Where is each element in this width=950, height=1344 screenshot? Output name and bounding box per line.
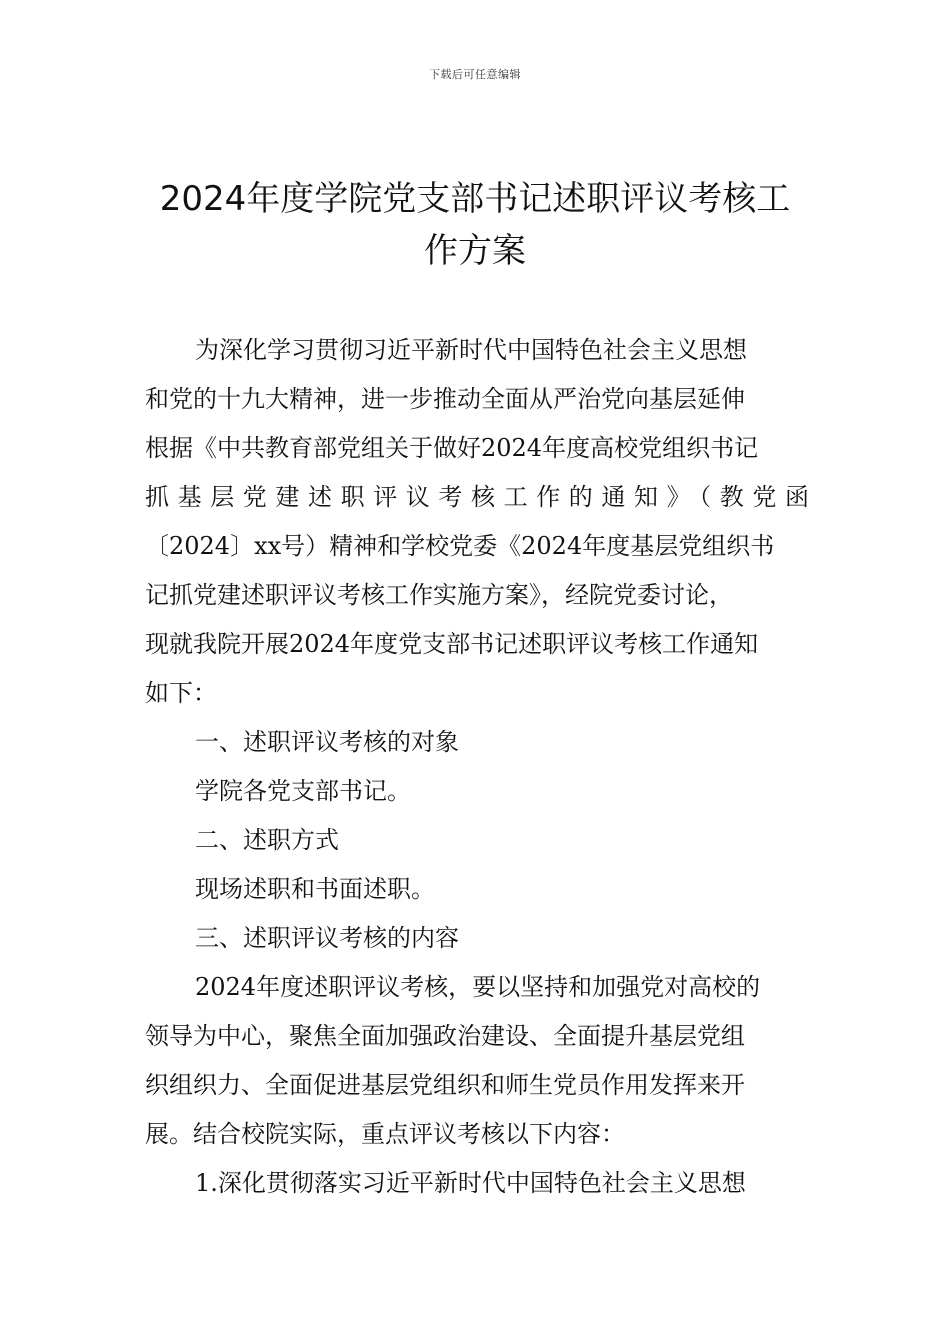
header-note: 下载后可任意编辑	[429, 68, 521, 81]
title-line-1: 2024年度学院党支部书记述职评议考核工	[159, 179, 791, 219]
paragraph-line: 为深化学习贯彻习近平新时代中国特色社会主义思想	[195, 336, 747, 364]
paragraph-line: 1.深化贯彻落实习近平新时代中国特色社会主义思想	[195, 1169, 746, 1197]
document-title	[135, 173, 815, 277]
paragraph-line: 学院各党支部书记。	[195, 777, 411, 805]
paragraph-line: 和党的十九大精神，进一步推动全面从严治党向基层延伸	[145, 385, 745, 413]
paragraph-line: 根据《中共教育部党组关于做好2024年度高校党组织书记	[145, 434, 759, 462]
paragraph-line: 如下：	[145, 679, 217, 707]
section-heading: 二、述职方式	[195, 826, 339, 854]
paragraph-line: 现场述职和书面述职。	[195, 875, 435, 903]
paragraph-line: 〔2024〕xx号）精神和学校党委《2024年度基层党组织书	[145, 532, 775, 560]
paragraph-line: 领导为中心，聚焦全面加强政治建设、全面提升基层党组	[145, 1022, 745, 1050]
paragraph-line: 2024年度述职评议考核，要以坚持和加强党对高校的	[195, 973, 761, 1001]
paragraph-line: 现就我院开展2024年度党支部书记述职评议考核工作通知	[145, 630, 759, 658]
paragraph-line: 抓基层党建述职评议考核工作的通知》（教党函	[145, 483, 809, 511]
section-heading: 一、述职评议考核的对象	[195, 728, 459, 756]
title-line-2: 作方案	[424, 231, 526, 271]
document-body	[145, 326, 809, 1208]
paragraph-line: 展。结合校院实际，重点评议考核以下内容：	[145, 1120, 625, 1148]
section-heading: 三、述职评议考核的内容	[195, 924, 459, 952]
paragraph-line: 记抓党建述职评议考核工作实施方案》，经院党委讨论，	[145, 581, 733, 609]
paragraph-line: 织组织力、全面促进基层党组织和师生党员作用发挥来开	[145, 1071, 745, 1099]
